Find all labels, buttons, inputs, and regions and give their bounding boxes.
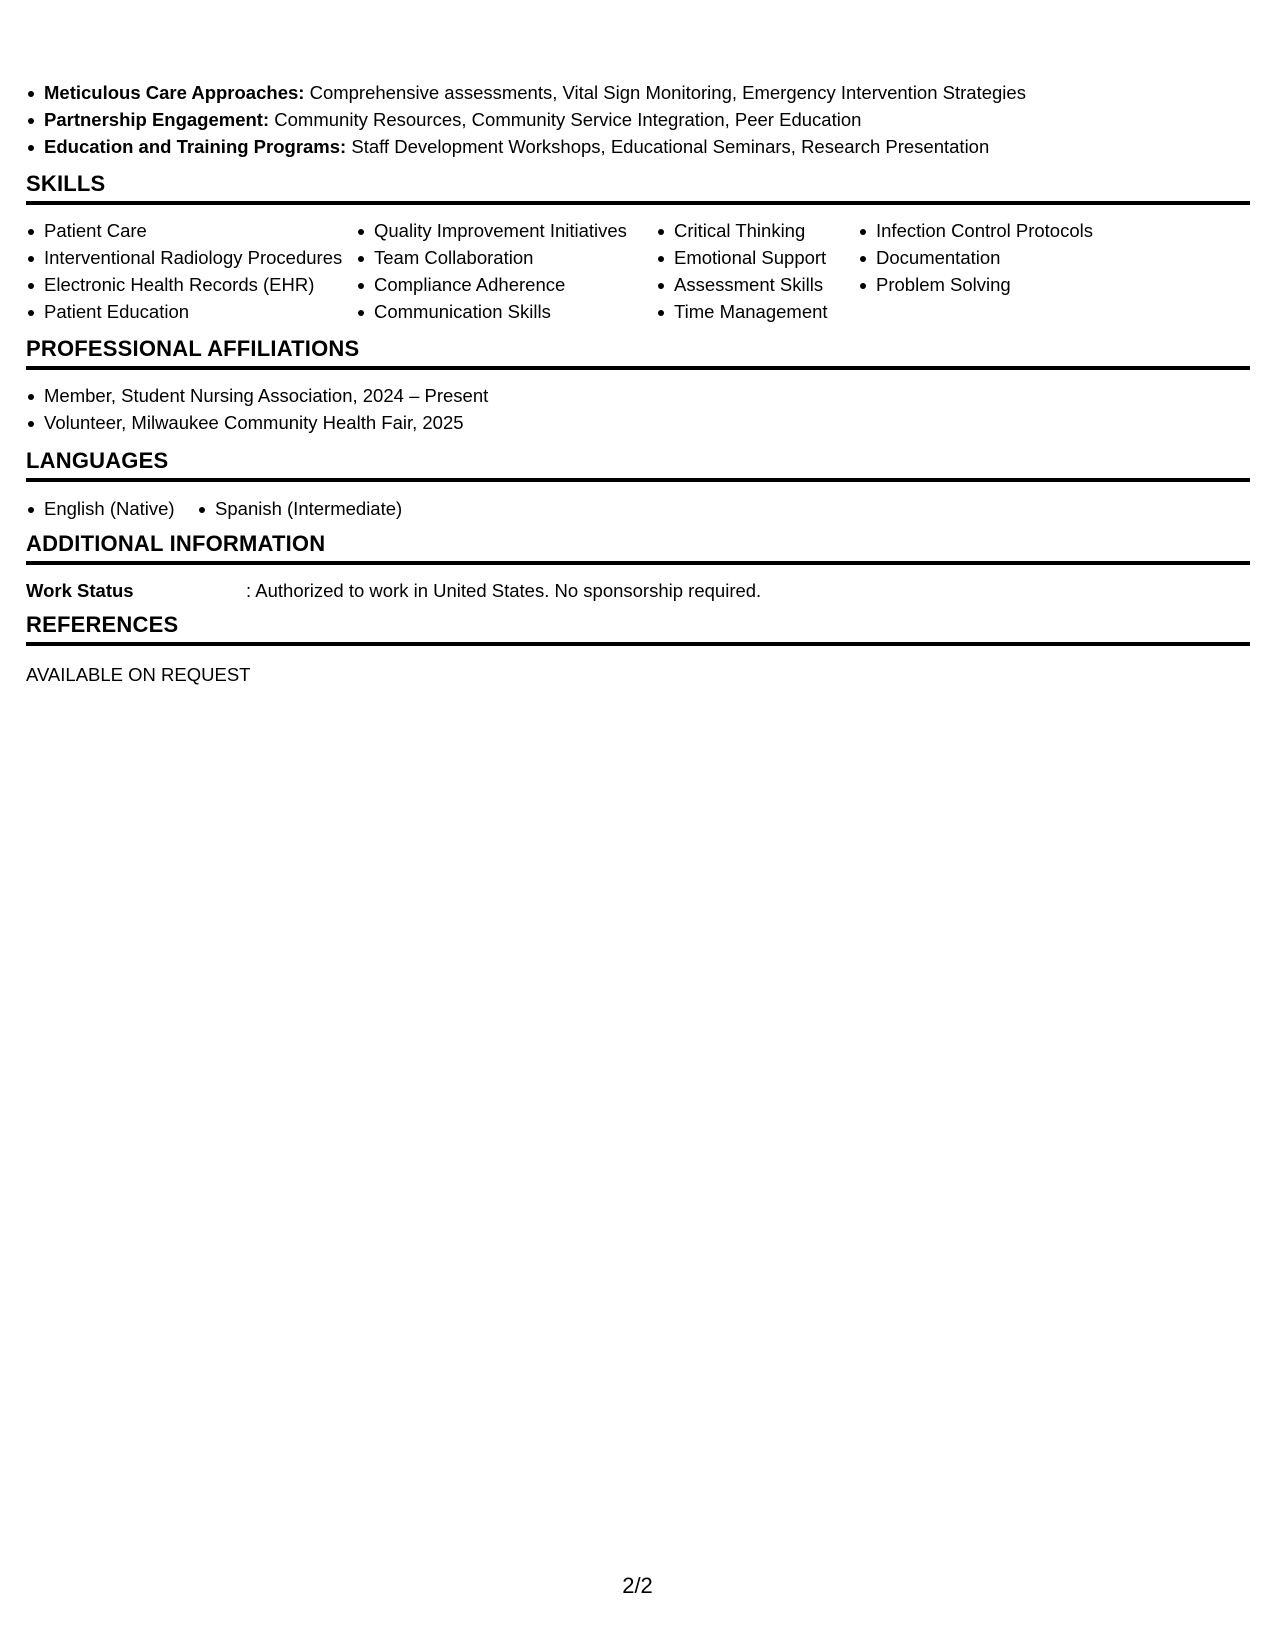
skill-item: Critical Thinking (656, 217, 828, 244)
skill-item: Assessment Skills (656, 271, 828, 298)
language-item: English (Native) (26, 495, 175, 522)
skill-item: Documentation (858, 244, 1093, 271)
language-item: Spanish (Intermediate) (197, 495, 402, 522)
item-text: Comprehensive assessments, Vital Sign Monitoring, Emergency Intervention Strategies (304, 82, 1026, 103)
affiliations-list (26, 382, 488, 436)
work-status-row (26, 577, 761, 604)
list-item (26, 79, 1026, 106)
affiliation-item: Member, Student Nursing Association, 2024 – Present (26, 382, 488, 409)
item-text: Staff Development Workshops, Educational Seminars, Research Presentation (346, 136, 990, 157)
languages-heading: LANGUAGES (26, 448, 1250, 482)
skill-item: Time Management (656, 298, 828, 325)
skill-item: Patient Care (26, 217, 342, 244)
skills-column-2 (356, 217, 627, 325)
skill-item: Electronic Health Records (EHR) (26, 271, 342, 298)
list-item (26, 106, 1026, 133)
item-label: Education and Training Programs: (44, 136, 347, 157)
affiliation-item: Volunteer, Milwaukee Community Health Fair, 2025 (26, 409, 488, 436)
skills-heading: SKILLS (26, 171, 1250, 205)
references-heading: REFERENCES (26, 612, 1250, 646)
skill-item: Infection Control Protocols (858, 217, 1093, 244)
skill-item: Quality Improvement Initiatives (356, 217, 627, 244)
skill-item: Compliance Adherence (356, 271, 627, 298)
affiliations-heading: PROFESSIONAL AFFILIATIONS (26, 336, 1250, 370)
work-status-value: : Authorized to work in United States. No sponsorship required. (246, 580, 762, 601)
skill-item: Problem Solving (858, 271, 1093, 298)
care-summary-list (26, 79, 1026, 160)
languages-list (26, 495, 420, 522)
skill-item: Team Collaboration (356, 244, 627, 271)
skills-column-1 (26, 217, 342, 325)
item-text: Community Resources, Community Service Integration, Peer Education (269, 109, 862, 130)
list-item (26, 133, 1026, 160)
item-label: Meticulous Care Approaches: (44, 82, 305, 103)
skill-item: Interventional Radiology Procedures (26, 244, 342, 271)
work-status-label: Work Status (26, 580, 134, 601)
skill-item: Patient Education (26, 298, 342, 325)
item-label: Partnership Engagement: (44, 109, 270, 130)
skill-item: Communication Skills (356, 298, 627, 325)
skills-column-3 (656, 217, 828, 325)
page-number: 2/2 (622, 1573, 653, 1598)
skill-item: Emotional Support (656, 244, 828, 271)
skills-column-4 (858, 217, 1093, 298)
additional-info-heading: ADDITIONAL INFORMATION (26, 531, 1250, 565)
references-text: AVAILABLE ON REQUEST (26, 664, 251, 685)
